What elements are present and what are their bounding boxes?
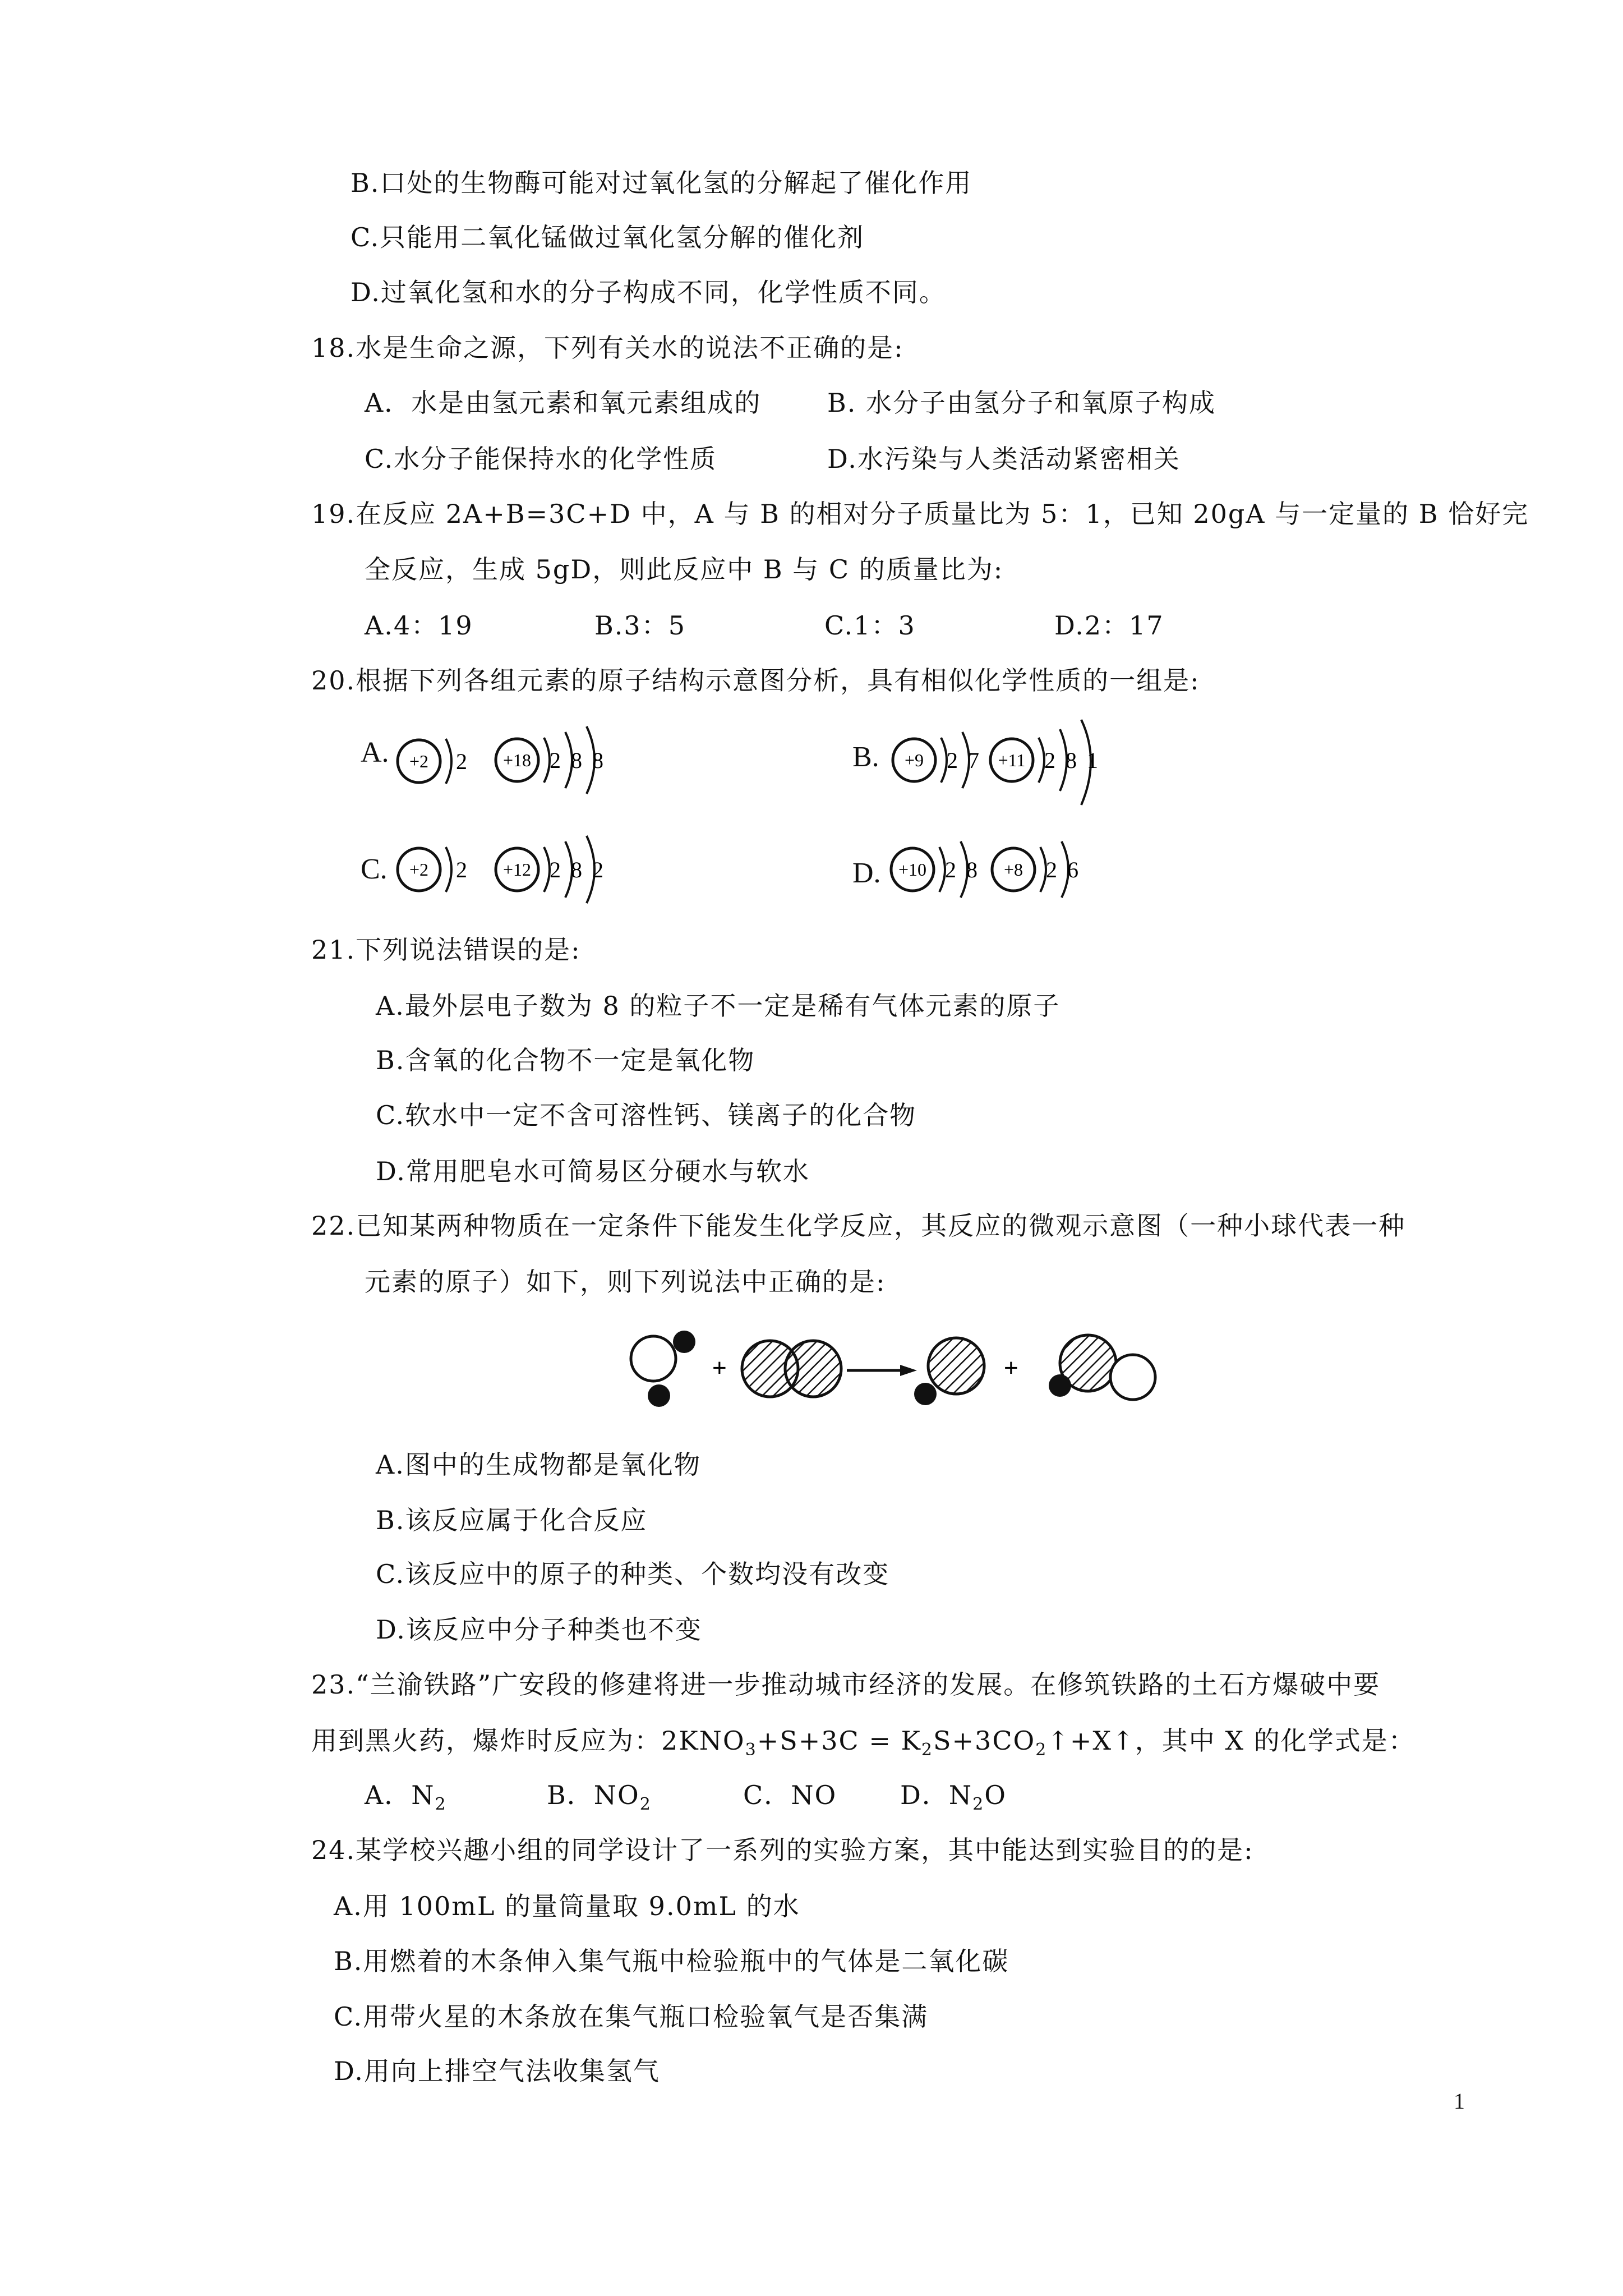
q20-group-a-atom1 bbox=[395, 732, 474, 794]
shell-electrons: 8 bbox=[966, 857, 978, 882]
q20-group-a-atom2 bbox=[494, 724, 623, 802]
q22-option-b: B.该反应属于化合反应 bbox=[376, 1505, 648, 1535]
q23-option-d bbox=[900, 1779, 1007, 1820]
q20-stem: 20.根据下列各组元素的原子结构示意图分析，具有相似化学性质的一组是: bbox=[311, 665, 1200, 696]
q20-group-c-atom2 bbox=[494, 833, 623, 912]
q23-option-a bbox=[365, 1779, 447, 1820]
equation-text: ↑+X↑，其中 X 的化学式是： bbox=[1047, 1726, 1415, 1756]
q22-stem-line2: 元素的原子）如下，则下列说法中正确的是: bbox=[365, 1267, 886, 1297]
option-text: O bbox=[984, 1780, 1007, 1810]
equation-text: +S+3C = K bbox=[757, 1726, 921, 1756]
shell-electrons: 1 bbox=[1087, 748, 1098, 773]
q24-option-a: A.用 100mL 的量筒量取 9.0mL 的水 bbox=[334, 1891, 800, 1921]
nucleus-charge: +10 bbox=[898, 859, 927, 880]
subscript: 2 bbox=[1035, 1740, 1048, 1760]
reactant-molecule-2 bbox=[742, 1341, 841, 1397]
q20-group-d-atom2 bbox=[990, 833, 1096, 912]
q20-group-b-atom1 bbox=[891, 724, 992, 802]
nucleus-charge: +9 bbox=[904, 750, 924, 770]
q23-equation-line bbox=[311, 1725, 1415, 1766]
q21-option-c: C.软水中一定不含可溶性钙、镁离子的化合物 bbox=[376, 1100, 917, 1130]
q19-option-a: A.4：19 bbox=[365, 610, 473, 641]
equation-text: 用到黑火药，爆炸时反应为：2KNO bbox=[311, 1726, 745, 1756]
shell-electrons: 2 bbox=[945, 857, 956, 882]
subscript: 2 bbox=[921, 1740, 933, 1760]
q20-group-a-label: A. bbox=[361, 737, 389, 769]
equation-text: S+3CO bbox=[933, 1726, 1036, 1756]
q22-option-a: A.图中的生成物都是氧化物 bbox=[376, 1450, 701, 1480]
reaction-micro-diagram bbox=[611, 1313, 1178, 1427]
reactant-molecule-1 bbox=[631, 1331, 695, 1407]
q18-option-a: A．水是由氢元素和氧元素组成的 bbox=[365, 388, 762, 418]
nucleus-charge: +12 bbox=[502, 859, 532, 880]
q21-option-d: D.常用肥皂水可简易区分硬水与软水 bbox=[376, 1156, 810, 1186]
shell-electrons: 2 bbox=[456, 749, 467, 774]
q19-stem-line1: 19.在反应 2A+B=3C+D 中，A 与 B 的相对分子质量比为 5：1，已知 20gA 与一定量的 B 恰好完 bbox=[311, 499, 1529, 529]
q17-option-b: B.口处的生物酶可能对过氧化氢的分解起了催化作用 bbox=[351, 168, 972, 198]
option-text: D．N bbox=[900, 1780, 973, 1810]
shell-electrons: 2 bbox=[592, 857, 603, 882]
option-text: B．NO bbox=[547, 1780, 640, 1810]
q24-option-d: D.用向上排空气法收集氢气 bbox=[334, 2056, 660, 2086]
q18-option-c: C.水分子能保持水的化学性质 bbox=[365, 444, 717, 474]
q18-option-b: B. 水分子由氢分子和氧原子构成 bbox=[827, 388, 1216, 418]
q20-group-d-label: D. bbox=[852, 857, 881, 889]
shell-electrons: 8 bbox=[571, 748, 582, 773]
shell-electrons: 8 bbox=[571, 857, 582, 882]
subscript: 2 bbox=[435, 1795, 447, 1814]
shell-electrons: 2 bbox=[456, 857, 467, 882]
shell-electrons: 6 bbox=[1067, 857, 1078, 882]
shell-electrons: 2 bbox=[550, 748, 561, 773]
option-text: A．N bbox=[365, 1780, 435, 1810]
plus-sign: + bbox=[1004, 1354, 1018, 1382]
shell-electrons: 7 bbox=[968, 748, 979, 773]
q24-stem: 24.某学校兴趣小组的同学设计了一系列的实验方案，其中能达到实验目的的是: bbox=[311, 1835, 1254, 1865]
q20-group-d-atom1 bbox=[889, 833, 990, 912]
q24-option-c: C.用带火星的木条放在集气瓶口检验氧气是否集满 bbox=[334, 2001, 929, 2032]
nucleus-charge: +2 bbox=[409, 751, 429, 771]
q23-option-b bbox=[547, 1779, 652, 1820]
q18-option-d: D.水污染与人类活动紧密相关 bbox=[827, 444, 1181, 474]
q18-stem: 18.水是生命之源，下列有关水的说法不正确的是: bbox=[311, 333, 904, 363]
shell-electrons: 8 bbox=[1066, 748, 1077, 773]
shell-electrons: 2 bbox=[1044, 748, 1055, 773]
q22-option-d: D.该反应中分子种类也不变 bbox=[376, 1614, 702, 1645]
nucleus-charge: +11 bbox=[998, 750, 1026, 770]
q20-group-b-label: B. bbox=[852, 741, 879, 773]
q23-option-c: C．NO bbox=[743, 1780, 837, 1810]
q17-option-c: C.只能用二氧化锰做过氧化氢分解的催化剂 bbox=[351, 222, 865, 252]
shell-electrons: 8 bbox=[592, 748, 603, 773]
q22-stem-line1: 22.已知某两种物质在一定条件下能发生化学反应，其反应的微观示意图（一种小球代表一种 bbox=[311, 1211, 1406, 1241]
q21-stem: 21.下列说法错误的是: bbox=[311, 935, 581, 965]
q19-option-b: B.3：5 bbox=[594, 610, 686, 641]
nucleus-charge: +2 bbox=[409, 859, 429, 880]
q20-group-c-label: C. bbox=[361, 853, 388, 885]
nucleus-charge: +18 bbox=[502, 750, 532, 770]
q22-option-c: C.该反应中的原子的种类、个数均没有改变 bbox=[376, 1559, 890, 1589]
q20-group-c-atom1 bbox=[395, 839, 474, 900]
q19-stem-line2: 全反应，生成 5gD，则此反应中 B 与 C 的质量比为: bbox=[365, 554, 1004, 585]
shell-electrons: 2 bbox=[1046, 857, 1057, 882]
q21-option-a: A.最外层电子数为 8 的粒子不一定是稀有气体元素的原子 bbox=[376, 991, 1061, 1021]
q24-option-b: B.用燃着的木条伸入集气瓶中检验瓶中的气体是二氧化碳 bbox=[334, 1946, 1009, 1976]
shell-electrons: 2 bbox=[947, 748, 958, 773]
q19-option-c: C.1：3 bbox=[824, 610, 916, 641]
q21-option-b: B.含氧的化合物不一定是氧化物 bbox=[376, 1045, 755, 1075]
product-molecule-2 bbox=[1049, 1335, 1155, 1400]
shell-electrons: 2 bbox=[550, 857, 561, 882]
page-number: 1 bbox=[1454, 2088, 1465, 2114]
reaction-arrow bbox=[847, 1365, 917, 1376]
subscript: 3 bbox=[745, 1740, 757, 1760]
plus-sign: + bbox=[712, 1354, 727, 1382]
q17-option-d: D.过氧化氢和水的分子构成不同，化学性质不同。 bbox=[351, 277, 946, 307]
q23-stem-line1: 23.“兰渝铁路”广安段的修建将进一步推动城市经济的发展。在修筑铁路的土石方爆破中要 bbox=[311, 1669, 1381, 1700]
nucleus-charge: +8 bbox=[1003, 859, 1023, 880]
q20-group-b-atom2 bbox=[988, 715, 1117, 811]
q19-option-d: D.2：17 bbox=[1054, 610, 1164, 641]
product-molecule-1 bbox=[914, 1338, 984, 1405]
subscript: 2 bbox=[639, 1795, 652, 1814]
subscript: 2 bbox=[972, 1795, 985, 1814]
